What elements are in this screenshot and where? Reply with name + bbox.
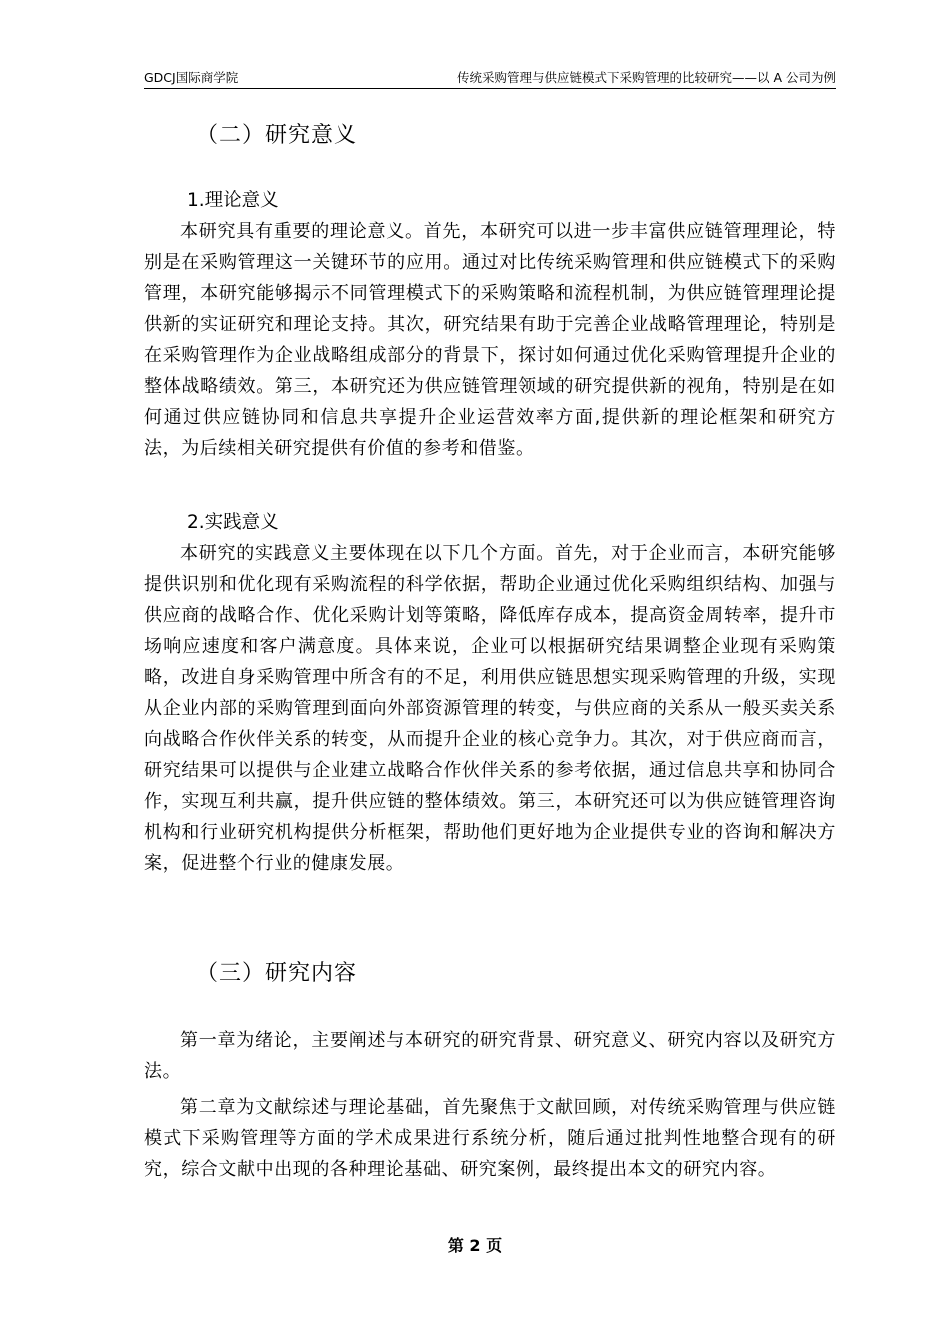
header-institution: GDCJ国际商学院 (144, 70, 239, 85)
section-title-content: （三）研究内容 (196, 961, 358, 986)
paragraph-content-chapter1: 第一章为绪论，主要阐述与本研究的研究背景、研究意义、研究内容以及研究方法。 (144, 1030, 836, 1082)
paragraph-content-chapter2: 第二章为文献综述与理论基础，首先聚焦于文献回顾，对传统采购管理与供应链模式下采购管理等方面的学术成果进行系统分析，随后通过批判性地整合现有的研究，综合文献中出现的各种理论基础、研究案例，最终提出本文的研究内容。 (144, 1097, 836, 1180)
page-number: 第 2 页 (447, 1236, 503, 1255)
header-paper-title: 传统采购管理与供应链模式下采购管理的比较研究——以 A 公司为例 (457, 70, 836, 85)
page-header (144, 66, 836, 89)
paragraph-theory: 本研究具有重要的理论意义。首先，本研究可以进一步丰富供应链管理理论，特别是在采购管理这一关键环节的应用。通过对比传统采购管理和供应链模式下的采购管理，本研究能够揭示不同管理模式下的采购策略和流程机制，为供应链管理理论提供新的实证研究和理论支持。其次，研究结果有助于完善企业战略管理理论，特别是在采购管理作为企业战略组成部分的背景下，探讨如何通过优化采购管理提升企业的整体战略绩效。第三，本研究还为供应链管理领域的研究提供新的视角，特别是在如何通过供应链协同和信息共享提升企业运营效率方面,提供新的理论框架和研究方法，为后续相关研究提供有价值的参考和借鉴。 (144, 221, 836, 459)
paragraph-practice: 本研究的实践意义主要体现在以下几个方面。首先，对于企业而言，本研究能够提供识别和优化现有采购流程的科学依据，帮助企业通过优化采购组织结构、加强与供应商的战略合作、优化采购计划等策略，降低库存成本，提高资金周转率，提升市场响应速度和客户满意度。具体来说，企业可以根据研究结果调整企业现有采购策略，改进自身采购管理中所含有的不足，利用供应链思想实现采购管理的升级，实现从企业内部的采购管理到面向外部资源管理的转变，与供应商的关系从一般买卖关系向战略合作伙伴关系的转变，从而提升企业的核心竞争力。其次，对于供应商而言，研究结果可以提供与企业建立战略合作伙伴关系的参考依据，通过信息共享和协同合作，实现互利共赢，提升供应链的整体绩效。第三，本研究还可以为供应链管理咨询机构和行业研究机构提供分析框架，帮助他们更好地为企业提供专业的咨询和解决方案，促进整个行业的健康发展。 (144, 543, 836, 874)
section-title-significance: （二）研究意义 (196, 123, 358, 148)
subsection-title-theory: 1.理论意义 (187, 190, 279, 211)
subsection-title-practice: 2.实践意义 (187, 512, 279, 533)
